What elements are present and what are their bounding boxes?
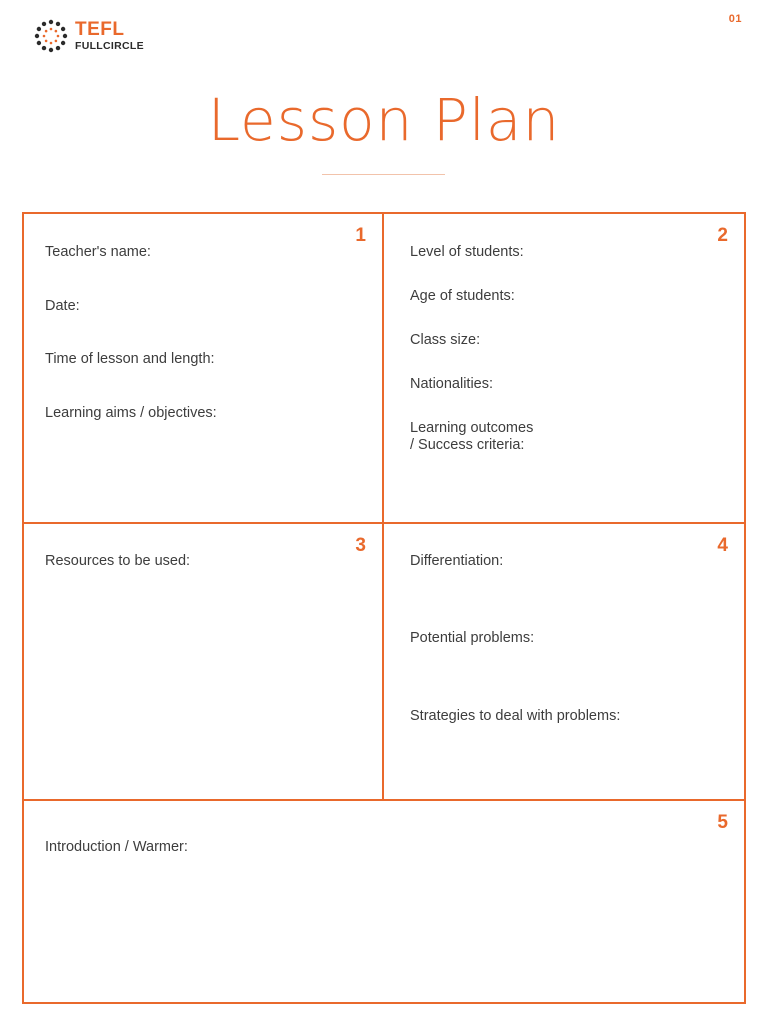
section-number: 5 <box>717 812 728 833</box>
strategies-label: Strategies to deal with problems: <box>410 708 621 724</box>
teachers-name-label: Teacher's name: <box>45 244 151 260</box>
learning-aims-label: Learning aims / objectives: <box>45 405 217 421</box>
date-label: Date: <box>45 298 80 314</box>
page-title: Lesson Plan <box>207 86 561 154</box>
title-divider <box>322 174 445 175</box>
introduction-warmer-label: Introduction / Warmer: <box>45 839 188 855</box>
time-of-lesson-label: Time of lesson and length: <box>45 351 215 367</box>
section-1-teacher-details <box>24 214 382 522</box>
section-number: 4 <box>717 535 728 556</box>
tefl-fullcircle-logo <box>33 18 144 54</box>
resources-label: Resources to be used: <box>45 553 191 569</box>
section-number: 2 <box>717 225 728 246</box>
fullcircle-dots-icon <box>33 18 69 54</box>
age-of-students-label: Age of students: <box>410 288 515 304</box>
section-2-student-details <box>384 214 744 522</box>
logo-fullcircle-text: FULLCIRCLE <box>75 40 144 53</box>
section-number: 1 <box>355 225 366 246</box>
lesson-plan-grid <box>22 212 746 1004</box>
section-number: 3 <box>355 535 366 556</box>
level-of-students-label: Level of students: <box>410 244 524 260</box>
class-size-label: Class size: <box>410 332 481 348</box>
section-5-introduction <box>24 801 744 1002</box>
section-4-differentiation <box>384 524 744 799</box>
section-3-resources <box>24 524 382 799</box>
learning-outcomes-label: Learning outcomes / Success criteria: <box>410 420 534 453</box>
potential-problems-label: Potential problems: <box>410 630 535 646</box>
nationalities-label: Nationalities: <box>410 376 494 392</box>
differentiation-label: Differentiation: <box>410 553 504 569</box>
page-number: 01 <box>728 13 742 25</box>
logo-wordmark <box>75 20 144 52</box>
logo-tefl-text: TEFL <box>75 19 125 41</box>
